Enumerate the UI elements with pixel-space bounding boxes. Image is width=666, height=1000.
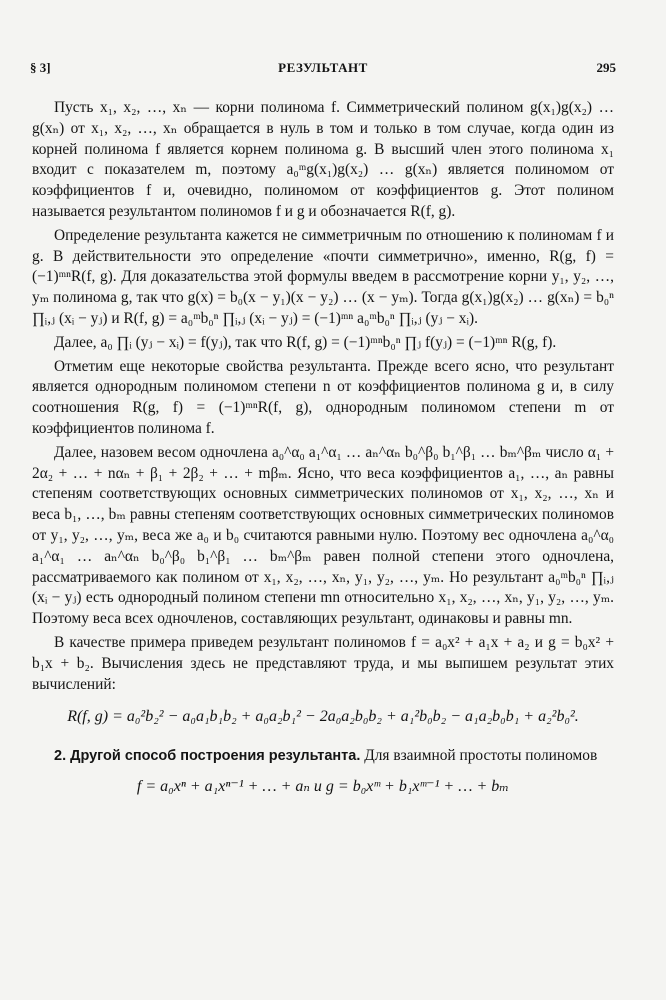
running-title: РЕЗУЛЬТАНТ bbox=[278, 60, 368, 75]
paragraph-symmetry: Определение результанта кажется не симметричным по отношению к полиномам f и g. В действительности это определение «почти симметрично», именно, R(g, f) = (−1)ᵐⁿR(f, g). Для доказательства этой формулы введем в рассмотрение корни y₁, y₂, …, yₘ полинома g, так что g(x) = b₀(x − y₁)(x − y₂) … (x − yₘ). Тогда g(x₁)g(x₂) … g(xₙ) = b₀ⁿ ∏ᵢ,ⱼ (xᵢ − yⱼ) и R(f, g) = a₀ᵐb₀ⁿ ∏ᵢ,ⱼ (xᵢ − yⱼ) = (−1)ᵐⁿ a₀ᵐb₀ⁿ ∏ᵢ,ⱼ (yⱼ − xᵢ). bbox=[32, 226, 614, 327]
paragraph-section-2 bbox=[32, 746, 614, 767]
resultant-formula: R(f, g) = a₀²b₂² − a₀a₁b₁b₂ + a₀a₂b₁² − 2a₀a₂b₀b₂ + a₁²b₀b₂ − a₁a₂b₀b₁ + a₂²b₀². bbox=[67, 708, 579, 726]
paragraph-weight: Далее, назовем весом одночлена a₀^α₀ a₁^α₁ … aₙ^αₙ b₀^β₀ b₁^β₁ … bₘ^βₘ число α₁ + 2α₂ + … + nαₙ + β₁ + 2β₂ + … + mβₘ. Ясно, что веса коэффициентов a₁, …, aₙ равны степеням соответствующих основных симметрических полиномов от x₁, x₂, …, xₙ и веса b₁, …, bₘ равны степеням соответствующих основных симметрических полиномов от y₁, y₂, …, yₘ, веса же a₀ и b₀ считаются равными нулю. Поэтому вес одночлена a₀^α₀ a₁^α₁ … aₙ^αₙ b₀^β₀ b₁^β₁ … bₘ^βₘ равен полной степени этого одночлена, рассматриваемого как полином от x₁, x₂, …, xₙ, y₁, y₂, …, yₘ. Но результант a₀ᵐb₀ⁿ ∏ᵢ,ⱼ (xᵢ − yⱼ) есть однородный полином степени mn относительно x₁, x₂, …, xₙ, y₁, y₂, …, yₘ. Поэтому веса всех одночленов, составляющих результант, одинаковы и равны mn. bbox=[32, 443, 614, 628]
section-intro: Для взаимной простоты полиномов bbox=[360, 747, 598, 765]
polynomials-formula: f = a₀xⁿ + a₁xⁿ⁻¹ + … + aₙ и g = b₀xᵐ + b₁xᵐ⁻¹ + … + bₘ bbox=[136, 777, 510, 795]
paragraph-example: В качестве примера приведем результант полиномов f = a₀x² + a₁x + a₂ и g = b₀x² + b₁x + b₂. Вычисления здесь не представляют труда, и мы выпишем результат этих вычислений: bbox=[32, 633, 614, 693]
page-body bbox=[32, 98, 614, 812]
paragraph-further: Далее, a₀ ∏ᵢ (yⱼ − xᵢ) = f(yⱼ), так что R(f, g) = (−1)ᵐⁿb₀ⁿ ∏ⱼ f(yⱼ) = (−1)ᵐⁿ R(g, f). bbox=[54, 333, 557, 351]
page-number: 295 bbox=[596, 60, 616, 75]
page-header bbox=[30, 60, 616, 80]
paragraph-properties: Отметим еще некоторые свойства результанта. Прежде всего ясно, что результант является однородным полиномом степени n от коэффициентов полинома g и, в силу соотношения R(g, f) = (−1)ᵐⁿR(f, g), однородным полиномом степени m от коэффициентов полинома f. bbox=[32, 357, 614, 437]
paragraph-roots: Пусть x₁, x₂, …, xₙ — корни полинома f. Симметрический полином g(x₁)g(x₂) … g(xₙ) от x₁, x₂, …, xₙ обращается в нуль в том и только в том случае, когда один из корней полинома f является корнем полинома g. В высший член этого полинома x₁ входит с показателем m, поэтому a₀ᵐg(x₁)g(x₂) … g(xₙ) является полиномом от коэффициентов f и, очевидно, полиномом от коэффициентов g. Этот полином называется результантом полиномов f и g и обозначается R(f, g). bbox=[32, 99, 614, 220]
section-heading: 2. Другой способ построения результанта. bbox=[54, 748, 361, 765]
section-number: § 3] bbox=[30, 60, 51, 75]
